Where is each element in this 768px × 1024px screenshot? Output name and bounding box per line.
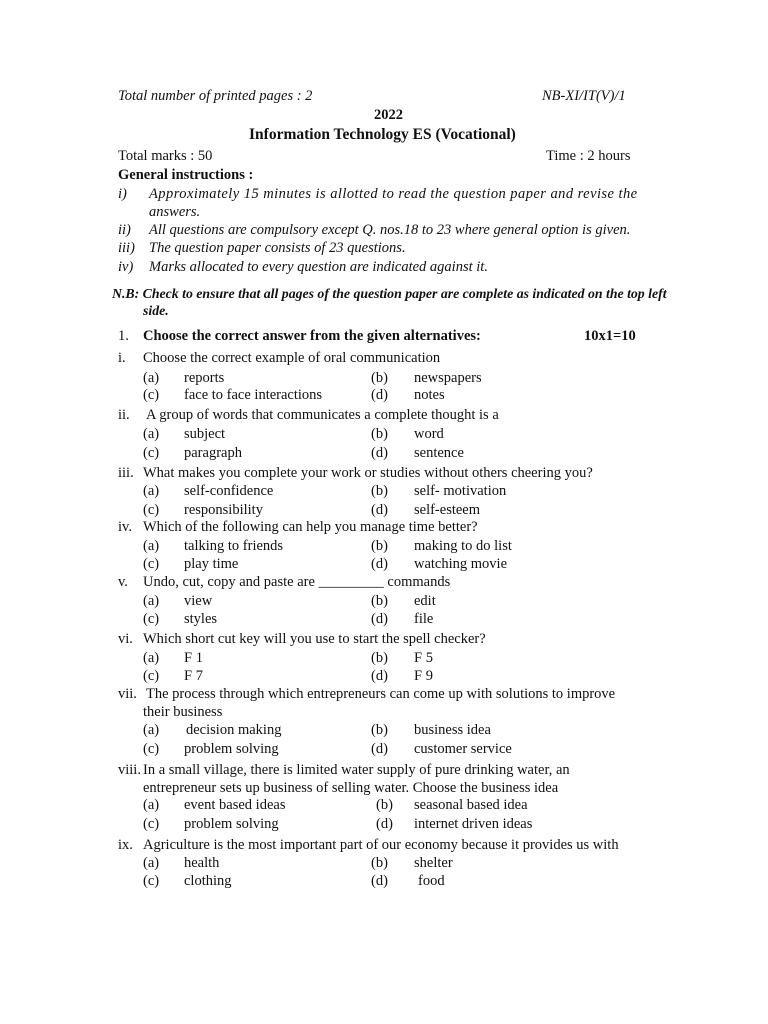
option-b-text: making to do list [414, 538, 512, 554]
option-d-text: sentence [414, 445, 464, 461]
paper-code: NB-XI/IT(V)/1 [542, 88, 626, 104]
total-marks: Total marks : 50 [118, 148, 213, 164]
question-number: vi. [118, 631, 133, 647]
option-a-label: (a) [143, 483, 160, 499]
option-a-label: (a) [143, 593, 160, 609]
option-d-label: (d) [371, 387, 388, 403]
option-b-label: (b) [371, 370, 388, 386]
question-number: viii. [118, 762, 141, 778]
option-c-text: paragraph [184, 445, 242, 461]
option-c-text: clothing [184, 873, 232, 889]
question-text: A group of words that communicates a complete thought is a [146, 407, 499, 423]
option-b-text: word [414, 426, 444, 442]
option-b-text: newspapers [414, 370, 482, 386]
question-number: v. [118, 574, 128, 590]
option-d-text: notes [414, 387, 445, 403]
option-c-label: (c) [143, 741, 160, 757]
option-b-label: (b) [371, 483, 388, 499]
option-a-label: (a) [143, 722, 160, 738]
question-text-continued: their business [143, 704, 223, 720]
instruction-text: Approximately 15 minutes is allotted to read the question paper and revise the [149, 186, 638, 202]
instruction-text-continued: answers. [149, 204, 201, 220]
option-c-label: (c) [143, 873, 160, 889]
option-c-text: problem solving [184, 816, 279, 832]
option-c-text: styles [184, 611, 218, 627]
option-d-text: watching movie [414, 556, 508, 572]
option-d-text: file [414, 611, 434, 627]
option-c-label: (c) [143, 611, 160, 627]
option-c-label: (c) [143, 387, 160, 403]
question-text: Which short cut key will you use to start the spell checker? [143, 631, 486, 647]
option-a-label: (a) [143, 797, 160, 813]
option-a-text: self-confidence [184, 483, 274, 499]
option-b-label: (b) [376, 797, 393, 813]
option-b-text: business idea [414, 722, 491, 738]
option-d-label: (d) [371, 741, 388, 757]
question-number: vii. [118, 686, 137, 702]
instruction-number: i) [118, 186, 127, 202]
option-b-label: (b) [371, 593, 388, 609]
option-c-label: (c) [143, 668, 160, 684]
instruction-text: All questions are compulsory except Q. nos.18 to 23 where general option is given. [149, 222, 631, 238]
question-text: Choose the correct example of oral communication [143, 350, 441, 366]
option-d-label: (d) [371, 668, 388, 684]
option-b-label: (b) [371, 538, 388, 554]
question-number: iii. [118, 465, 134, 481]
option-b-label: (b) [371, 650, 388, 666]
option-a-text: event based ideas [184, 797, 286, 813]
option-a-label: (a) [143, 426, 160, 442]
question-text: Agriculture is the most important part of our economy because it provides us with [143, 837, 619, 853]
nb-note: N.B: Check to ensure that all pages of the question paper are complete as indicated on the top left [112, 286, 667, 301]
printed-pages-note: Total number of printed pages : 2 [118, 88, 313, 104]
instruction-number: iv) [118, 259, 134, 275]
question-text: What makes you complete your work or studies without others cheering you? [143, 465, 593, 481]
question-text-continued: entrepreneur sets up business of selling water. Choose the business idea [143, 780, 559, 796]
option-a-label: (a) [143, 370, 160, 386]
question-text: The process through which entrepreneurs can come up with solutions to improve [146, 686, 616, 702]
instruction-number: iii) [118, 240, 135, 256]
option-b-label: (b) [371, 722, 388, 738]
option-b-text: F 5 [414, 650, 433, 666]
question-text: Which of the following can help you manage time better? [143, 519, 478, 535]
option-a-text: view [184, 593, 213, 609]
option-b-label: (b) [371, 426, 388, 442]
option-c-label: (c) [143, 556, 160, 572]
option-d-label: (d) [371, 556, 388, 572]
option-c-label: (c) [143, 445, 160, 461]
option-b-text: shelter [414, 855, 453, 871]
option-c-label: (c) [143, 502, 160, 518]
instructions-heading: General instructions : [118, 167, 254, 183]
option-d-label: (d) [371, 502, 388, 518]
section-marks: 10x1=10 [584, 328, 636, 344]
question-text: Undo, cut, copy and paste are _________ commands [143, 574, 451, 590]
option-a-text: health [184, 855, 220, 871]
option-c-text: responsibility [184, 502, 263, 518]
option-a-text: F 1 [184, 650, 203, 666]
section-title: Choose the correct answer from the given alternatives: [143, 328, 481, 344]
option-c-text: problem solving [184, 741, 279, 757]
option-d-text: self-esteem [414, 502, 481, 518]
instruction-number: ii) [118, 222, 131, 238]
instruction-text: Marks allocated to every question are indicated against it. [149, 259, 488, 275]
option-a-text: subject [184, 426, 226, 442]
exam-time: Time : 2 hours [546, 148, 631, 164]
nb-note-continued: side. [143, 303, 169, 318]
question-text: In a small village, there is limited water supply of pure drinking water, an [143, 762, 570, 778]
option-c-label: (c) [143, 816, 160, 832]
option-a-label: (a) [143, 650, 160, 666]
option-d-text: F 9 [414, 668, 433, 684]
option-d-label: (d) [376, 816, 393, 832]
option-d-text: customer service [414, 741, 512, 757]
option-c-text: play time [184, 556, 239, 572]
option-d-label: (d) [371, 873, 388, 889]
subject-title: Information Technology ES (Vocational) [249, 126, 516, 143]
option-a-label: (a) [143, 538, 160, 554]
question-number: i. [118, 350, 126, 366]
option-b-text: seasonal based idea [414, 797, 528, 813]
option-d-label: (d) [371, 445, 388, 461]
option-a-text: talking to friends [184, 538, 284, 554]
option-a-text: decision making [186, 722, 282, 738]
exam-year: 2022 [374, 107, 403, 123]
question-number: ix. [118, 837, 133, 853]
section-number: 1. [118, 328, 129, 344]
option-a-label: (a) [143, 855, 160, 871]
option-a-text: reports [184, 370, 225, 386]
option-c-text: F 7 [184, 668, 203, 684]
instruction-text: The question paper consists of 23 questions. [149, 240, 406, 256]
question-number: iv. [118, 519, 132, 535]
option-d-text: internet driven ideas [414, 816, 533, 832]
option-d-text: food [418, 873, 445, 889]
question-number: ii. [118, 407, 130, 423]
option-d-label: (d) [371, 611, 388, 627]
option-b-label: (b) [371, 855, 388, 871]
option-c-text: face to face interactions [184, 387, 323, 403]
option-b-text: self- motivation [414, 483, 507, 499]
option-b-text: edit [414, 593, 436, 609]
